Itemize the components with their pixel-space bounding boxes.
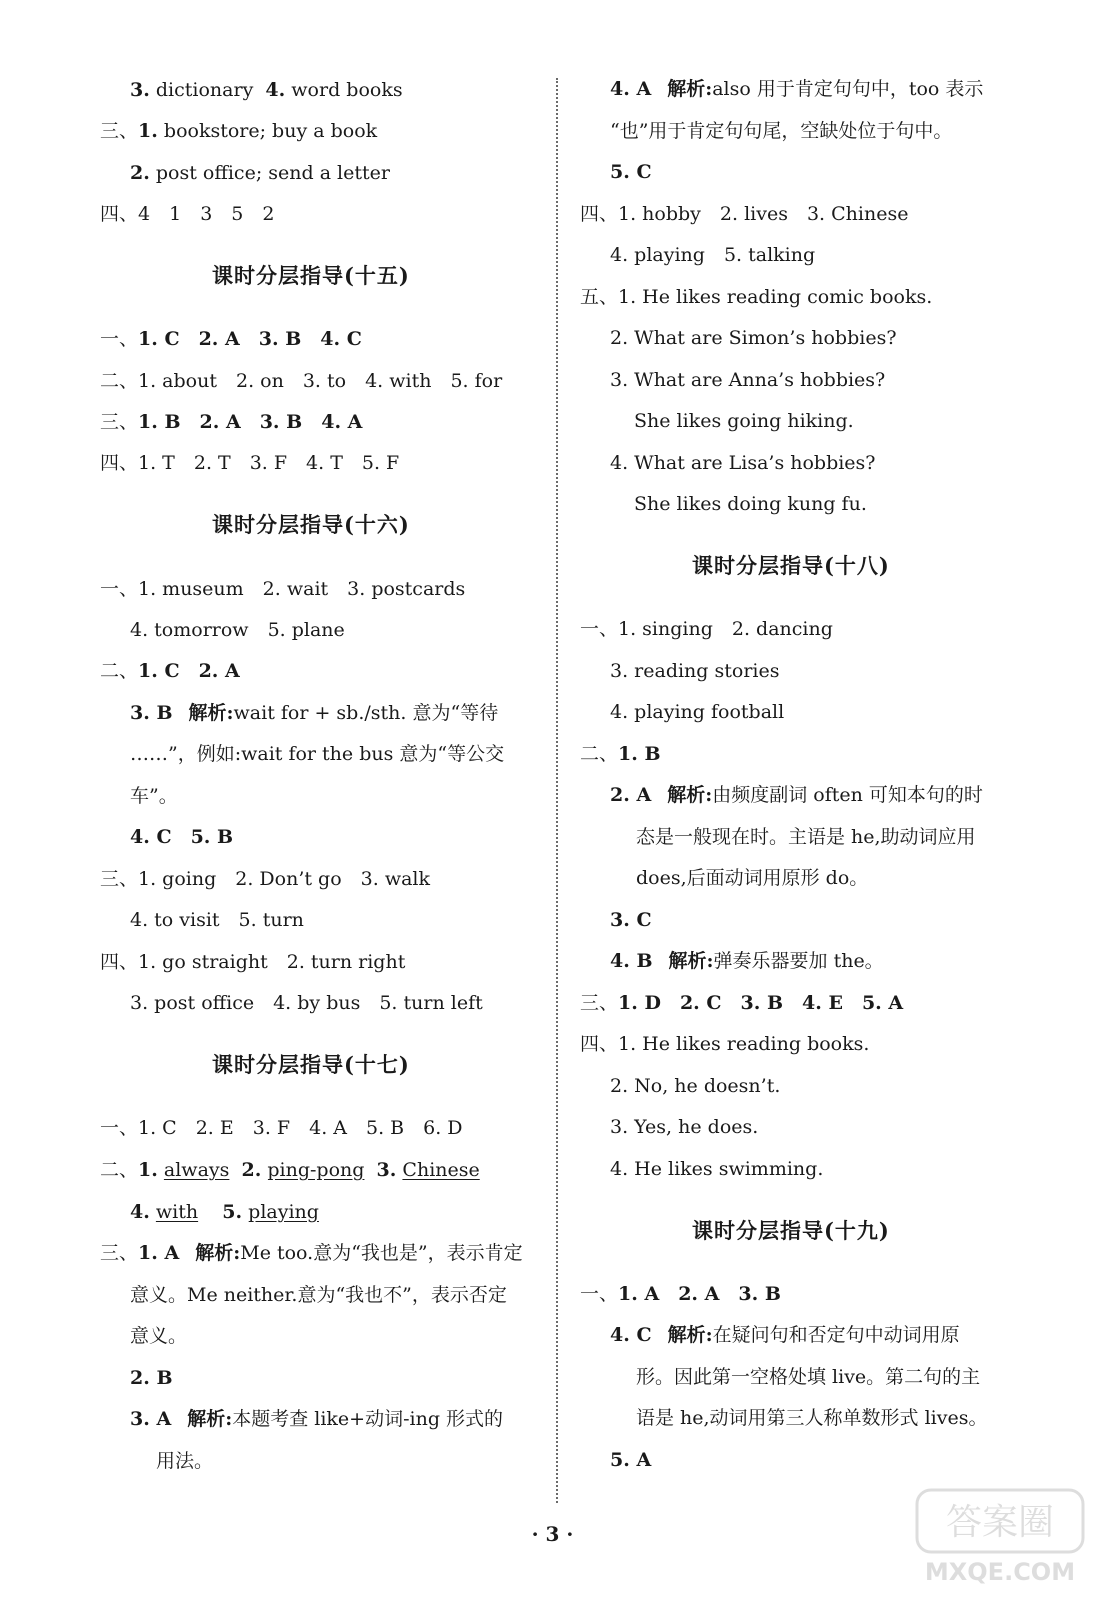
explanation-line: 车”。 xyxy=(130,785,178,807)
answer-line: 2. A 解析:由频度副词 often 可知本句的时 xyxy=(610,784,983,806)
answer-line: 三、1. B 2. A 3. B 4. A xyxy=(100,411,363,433)
answer-line: 三、1. D 2. C 3. B 4. E 5. A xyxy=(580,992,904,1014)
answer-line: 一、1. A 2. A 3. B xyxy=(580,1283,781,1305)
section-title-17: 课时分层指导(十七) xyxy=(212,1052,410,1077)
answer-line: 三、1. going 2. Don’t go 3. walk xyxy=(100,868,431,890)
answer-line: 4. playing football xyxy=(610,701,785,723)
answer-line: 3. A 解析:本题考查 like+动词-ing 形式的 xyxy=(130,1408,504,1430)
answer-line: 4. C 解析:在疑问句和否定句中动词用原 xyxy=(610,1324,960,1346)
explanation-line: ……”，例如:wait for the bus 意为“等公交 xyxy=(130,743,505,765)
answer-line: 2. What are Simon’s hobbies? xyxy=(610,327,897,349)
explanation-line: 语是 he,动词用第三人称单数形式 lives。 xyxy=(636,1407,988,1429)
explanation-line: 态是一般现在时。主语是 he,助动词应用 xyxy=(636,826,976,848)
answer-line: 四、1. hobby 2. lives 3. Chinese xyxy=(580,203,909,225)
page-number: · 3 · xyxy=(531,1522,574,1546)
answer-line: 3. B 解析:wait for + sb./sth. 意为“等待 xyxy=(130,702,499,724)
section-title-16: 课时分层指导(十六) xyxy=(212,512,410,537)
answer-line: 二、1. always 2. ping-pong 3. Chinese xyxy=(100,1159,480,1181)
watermark-logo xyxy=(905,1480,1095,1590)
answer-line: 三、1. A 解析:Me too.意为“我也是”，表示肯定 xyxy=(100,1242,523,1264)
explanation-line: 形。因此第一空格处填 live。第二句的主 xyxy=(636,1366,981,1388)
section-title-18: 课时分层指导(十八) xyxy=(692,553,890,578)
explanation-line: “也”用于肯定句句尾，空缺处位于句中。 xyxy=(610,120,953,142)
answer-line: 一、1. C 2. A 3. B 4. C xyxy=(100,328,362,350)
watermark-url: MXQE.COM xyxy=(924,1558,1076,1586)
explanation-line: 用法。 xyxy=(156,1450,214,1472)
watermark-title: 答案圈 xyxy=(945,1502,1055,1543)
answer-line: 3. C xyxy=(610,909,652,931)
answer-line: 4. What are Lisa’s hobbies? xyxy=(610,452,876,474)
answer-line: 3. reading stories xyxy=(610,660,780,682)
answer-line: 四、1. T 2. T 3. F 4. T 5. F xyxy=(100,452,400,474)
answer-line: 5. C xyxy=(610,161,652,183)
answer-line: 一、1. C 2. E 3. F 4. A 5. B 6. D xyxy=(100,1117,463,1139)
answer-line: 2. post office; send a letter xyxy=(130,162,390,184)
answer-line: 五、1. He likes reading comic books. xyxy=(580,286,933,308)
answer-line: 4. playing 5. talking xyxy=(610,244,816,266)
answer-line: 二、1. about 2. on 3. to 4. with 5. for xyxy=(100,370,503,392)
explanation-line: 意义。Me neither.意为“我也不”，表示否定 xyxy=(130,1284,507,1306)
answer-line: 二、1. B xyxy=(580,743,661,765)
answer-line: 5. A xyxy=(610,1449,652,1471)
answer-line: 4. with 5. playing xyxy=(130,1201,319,1223)
answer-line: 4. to visit 5. turn xyxy=(130,909,304,931)
column-divider xyxy=(556,78,558,1503)
answer-line: 三、1. bookstore; buy a book xyxy=(100,120,378,142)
answer-line: 3. post office 4. by bus 5. turn left xyxy=(130,992,483,1014)
answer-line: 四、1. go straight 2. turn right xyxy=(100,951,406,973)
answer-line: 2. No, he doesn’t. xyxy=(610,1075,781,1097)
answer-line: 四、4 1 3 5 2 xyxy=(100,203,275,225)
section-title-19: 课时分层指导(十九) xyxy=(692,1218,890,1243)
answer-line: 一、1. museum 2. wait 3. postcards xyxy=(100,578,466,600)
explanation-line: 意义。 xyxy=(130,1325,188,1347)
answer-line: 4. B 解析:弹奏乐器要加 the。 xyxy=(610,950,884,972)
answer-line: 4. He likes swimming. xyxy=(610,1158,824,1180)
answer-line: 3. What are Anna’s hobbies? xyxy=(610,369,886,391)
section-title-15: 课时分层指导(十五) xyxy=(212,263,410,288)
answer-line: 2. B xyxy=(130,1367,173,1389)
answer-line: 4. tomorrow 5. plane xyxy=(130,619,345,641)
answer-line: 3. dictionary 4. word books xyxy=(130,79,403,101)
answer-line: 3. Yes, he does. xyxy=(610,1116,759,1138)
answer-line: She likes going hiking. xyxy=(634,410,854,432)
answer-line: 二、1. C 2. A xyxy=(100,660,240,682)
answer-line: 四、1. He likes reading books. xyxy=(580,1033,870,1055)
answer-line: 4. C 5. B xyxy=(130,826,234,848)
answer-line: 一、1. singing 2. dancing xyxy=(580,618,833,640)
answer-line: 4. A 解析:also 用于肯定句句中，too 表示 xyxy=(610,78,984,100)
answer-line: She likes doing kung fu. xyxy=(634,493,867,515)
explanation-line: does,后面动词用原形 do。 xyxy=(636,867,869,889)
